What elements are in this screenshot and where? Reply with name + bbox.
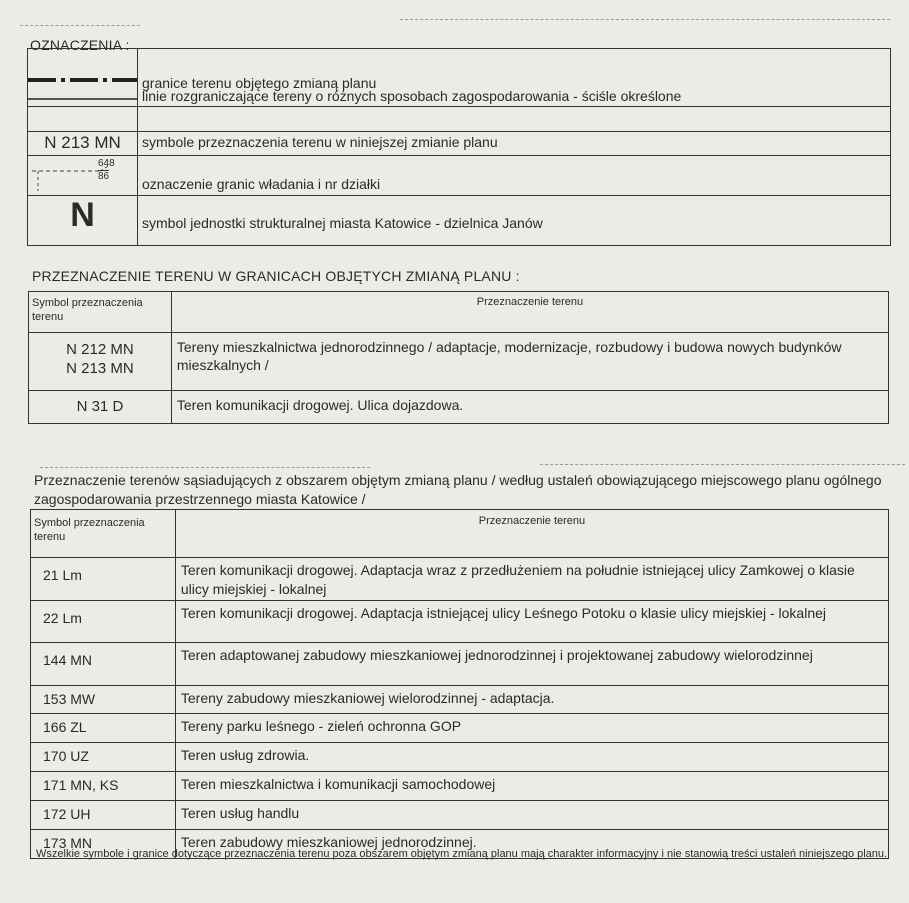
- table-cell-symbol: 144 MN: [31, 643, 176, 686]
- table-cell-desc: Teren usług handlu: [175, 801, 888, 830]
- parcel-number-top: 648: [98, 158, 115, 169]
- table-cell-symbol: [29, 391, 172, 424]
- table-cell-desc: Teren zabudowy mieszkaniowej jednorodzinnej.: [175, 830, 888, 859]
- table-cell-desc: Teren adaptowanej zabudowy mieszkaniowej jednorodzinnej i projektowanej zabudowy wielorodzinnej: [175, 643, 888, 686]
- table-row: [31, 601, 889, 643]
- legend-symbol-code: N 213 MN: [44, 133, 121, 152]
- legend-desc: granice terenu objętego zmianą planu: [142, 75, 377, 91]
- legend-symbol-cell: [28, 131, 138, 155]
- scan-artifact: [20, 25, 140, 27]
- zoning-heading: PRZEZNACZENIE TERENU W GRANICACH OBJĘTYCH ZMIANĄ PLANU :: [32, 268, 520, 284]
- parcel-boundary-icon: [28, 155, 137, 195]
- legend-row: [28, 155, 890, 196]
- scan-artifact: [540, 464, 905, 466]
- legend-desc: symbol jednostki strukturalnej miasta Katowice - dzielnica Janów: [142, 215, 543, 231]
- legend-symbol-cell: [28, 86, 138, 106]
- table-row: [31, 558, 889, 601]
- legend-symbol-cell: [28, 155, 138, 195]
- thin-line-icon: [28, 86, 137, 106]
- scan-artifact: [40, 467, 370, 469]
- table-cell-desc: Teren komunikacji drogowej. Adaptacja istniejącej ulicy Leśnego Potoku o klasie ulicy miejskiej - lokalnej: [175, 601, 888, 643]
- neighbors-intro: Przeznaczenie terenów sąsiadujących z obszarem objętym zmianą planu / według ustaleń obowiązującego miejscowego planu ogólnego zagospodarowania przestrzennego miasta Katowice /: [34, 472, 882, 507]
- table-cell-symbol: 166 ZL: [31, 714, 176, 743]
- table-cell-desc: Teren komunikacji drogowej. Adaptacja wraz z przedłużeniem na południe istniejącej ulicy Zamkowej o klasie ulicy miejskiej - lokalnej: [175, 558, 888, 601]
- table-cell-desc: Teren komunikacji drogowej. Ulica dojazdowa.: [171, 391, 888, 424]
- scan-artifact: [400, 19, 890, 21]
- table-row: [29, 333, 889, 391]
- col-header-desc: Przeznaczenie terenu: [175, 510, 888, 558]
- table-cell-desc: Teren mieszkalnictwa i komunikacji samochodowej: [175, 772, 888, 801]
- table-row: [29, 391, 889, 424]
- zoning-table: [28, 291, 889, 424]
- table-row: [31, 801, 889, 830]
- symbol-line: N 31 D: [76, 398, 124, 415]
- legend-symbol-cell: [28, 49, 138, 86]
- table-header-row: [29, 292, 889, 333]
- legend-row: [28, 49, 890, 91]
- symbol-line: N 212 MN: [66, 341, 134, 358]
- legend-row: [28, 131, 890, 156]
- table-row: [31, 772, 889, 801]
- dash-dot-thick-line-icon: [28, 49, 137, 86]
- legend-desc: linie rozgraniczające tereny o różnych sposobach zagospodarowania - ściśle określone: [142, 88, 682, 104]
- table-header-row: [31, 510, 889, 558]
- legend-row: [28, 195, 890, 245]
- table-cell-symbol: 22 Lm: [31, 601, 176, 643]
- table-row: [31, 686, 889, 714]
- legend-desc: oznaczenie granic władania i nr działki: [142, 176, 381, 192]
- legend-symbol-cell: [28, 195, 138, 245]
- district-symbol-N: N: [70, 196, 95, 234]
- col-header-symbol: Symbol przeznaczenia terenu: [29, 292, 172, 333]
- table-cell-symbol: 21 Lm: [31, 558, 176, 601]
- legend-desc: symbole przeznaczenia terenu w niniejszej zmianie planu: [142, 134, 498, 150]
- symbol-line: N 213 MN: [66, 360, 134, 377]
- parcel-number-bottom: 86: [98, 171, 110, 182]
- table-row: [31, 643, 889, 686]
- table-cell-desc: Tereny zabudowy mieszkaniowej wielorodzinnej - adaptacja.: [175, 686, 888, 714]
- legend-table: [27, 48, 891, 246]
- legend-heading: OZNACZENIA :: [30, 37, 130, 53]
- table-row: [31, 743, 889, 772]
- table-cell-desc: Tereny parku leśnego - zieleń ochronna GOP: [175, 714, 888, 743]
- col-header-desc: Przeznaczenie terenu: [171, 292, 888, 333]
- table-row: [31, 714, 889, 743]
- table-cell-symbol: 173 MN: [31, 830, 176, 859]
- table-cell-desc: Tereny mieszkalnictwa jednorodzinnego / adaptacje, modernizacje, rozbudowy i budowa nowych budynków mieszkalnych /: [171, 333, 888, 391]
- table-cell-symbol: [29, 333, 172, 391]
- table-cell-desc: Teren usług zdrowia.: [175, 743, 888, 772]
- legend-symbol-cell: [28, 106, 138, 131]
- table-cell-symbol: 170 UZ: [31, 743, 176, 772]
- table-cell-symbol: 172 UH: [31, 801, 176, 830]
- table-cell-symbol: 153 MW: [31, 686, 176, 714]
- col-header-symbol: Symbol przeznaczenia terenu: [31, 510, 176, 558]
- table-cell-symbol: 171 MN, KS: [31, 772, 176, 801]
- legend-row-spacer: [28, 106, 890, 132]
- legend-row: [28, 86, 890, 107]
- neighbors-table: [30, 509, 889, 859]
- footnote: Wszelkie symbole i granice dotyczące przeznaczenia terenu poza obszarem objętym zmianą planu mają charakter informacyjny i nie stanowią treści ustaleń niniejszego planu.: [36, 848, 888, 860]
